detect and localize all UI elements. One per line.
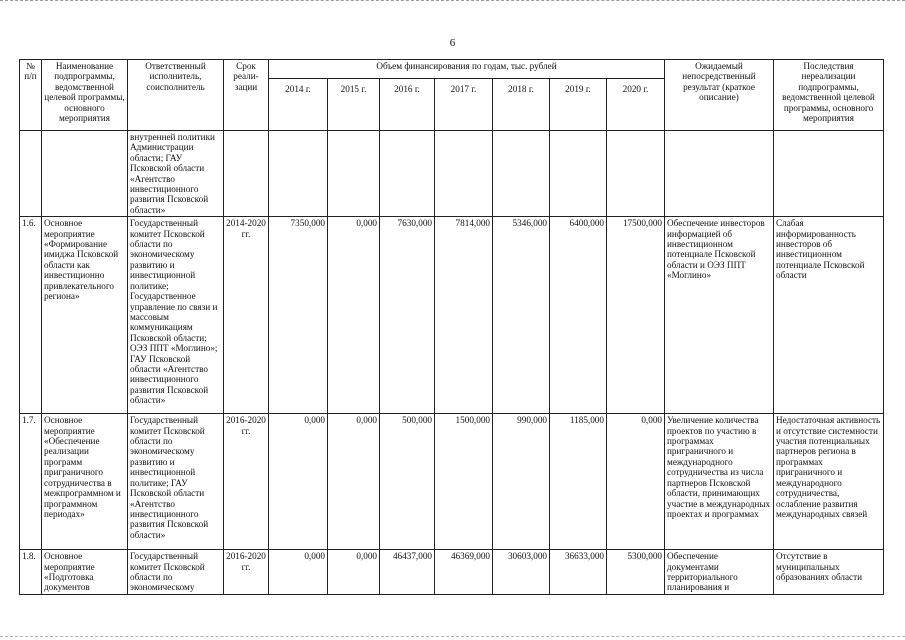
row-value: 6400,000 bbox=[550, 217, 607, 414]
row-value: 1185,000 bbox=[550, 414, 607, 550]
col-header-result: Ожидаемый непосредственный результат (краткое описание) bbox=[665, 60, 774, 131]
table-row bbox=[20, 131, 884, 217]
row-num bbox=[20, 131, 42, 217]
row-name: Основное мероприятие «Подготовка документов bbox=[42, 550, 128, 595]
row-value: 0,000 bbox=[269, 550, 328, 595]
row-value bbox=[380, 131, 435, 217]
row-value bbox=[328, 131, 380, 217]
row-value: 0,000 bbox=[269, 414, 328, 550]
row-value: 46437,000 bbox=[380, 550, 435, 595]
col-header-term: Срок реали-зации bbox=[224, 60, 269, 131]
table-row bbox=[20, 550, 884, 595]
col-header-consequences: Последствия нереализации подпрограммы, ведомственной целевой программы, основного мероприятия bbox=[774, 60, 884, 131]
row-value: 5346,000 bbox=[493, 217, 550, 414]
row-term: 2016-2020 гг. bbox=[224, 550, 269, 595]
row-result: Обеспечение документами территориального планирования и bbox=[665, 550, 774, 595]
row-result: Увеличение количества проектов по участию в программах приграничного и международного сотрудничества из числа партнеров Псковской области, принимающих участие в международных проектах и программах bbox=[665, 414, 774, 550]
row-value: 30603,000 bbox=[493, 550, 550, 595]
program-table bbox=[19, 59, 884, 595]
row-value: 0,000 bbox=[328, 217, 380, 414]
col-header-year: 2020 г. bbox=[607, 79, 665, 131]
row-value: 7814,000 bbox=[435, 217, 493, 414]
row-term: 2014-2020 гг. bbox=[224, 217, 269, 414]
row-consequences: Отсутствие в муниципальных образованиях области bbox=[774, 550, 884, 595]
table-row bbox=[20, 414, 884, 550]
row-value bbox=[607, 131, 665, 217]
col-header-year: 2018 г. bbox=[493, 79, 550, 131]
col-header-funding: Объем финансирования по годам, тыс. рублей bbox=[269, 60, 665, 79]
col-header-num: № п/п bbox=[20, 60, 42, 131]
row-value bbox=[550, 131, 607, 217]
row-term: 2016-2020 гг. bbox=[224, 414, 269, 550]
header-row-1 bbox=[20, 60, 884, 79]
col-header-name: Наименование подпрограммы, ведомственной целевой программы, основного мероприятия bbox=[42, 60, 128, 131]
row-num: 1.6. bbox=[20, 217, 42, 414]
row-value: 1500,000 bbox=[435, 414, 493, 550]
scan-edge-bottom bbox=[0, 636, 905, 639]
row-executor: Государственный комитет Псковской области по экономическому развитию и инвестиционной политике; Государственное управление по связи и массовым коммуникациям Псковской области; ОЭЗ ППТ «Моглино»; ГАУ Псковской области «Агентство инвестиционного развития Псковской области» bbox=[128, 217, 224, 414]
row-name: Основное мероприятие «Обеспечение реализации программ приграничного сотрудничества в межпрограммном и программном периодах» bbox=[42, 414, 128, 550]
table-row bbox=[20, 217, 884, 414]
row-executor: Государственный комитет Псковской области по экономическому развитию и инвестиционной политике; ГАУ Псковской области «Агентство инвестиционного развития Псковской области» bbox=[128, 414, 224, 550]
row-value: 0,000 bbox=[328, 550, 380, 595]
row-name bbox=[42, 131, 128, 217]
row-term bbox=[224, 131, 269, 217]
row-value: 0,000 bbox=[328, 414, 380, 550]
col-header-year: 2017 г. bbox=[435, 79, 493, 131]
row-value bbox=[269, 131, 328, 217]
row-num: 1.7. bbox=[20, 414, 42, 550]
row-value bbox=[435, 131, 493, 217]
scan-edge-top bbox=[0, 0, 905, 4]
col-header-year: 2014 г. bbox=[269, 79, 328, 131]
col-header-executor: Ответственный исполнитель, соисполнитель bbox=[128, 60, 224, 131]
col-header-year: 2019 г. bbox=[550, 79, 607, 131]
row-executor: Государственный комитет Псковской области по экономическому bbox=[128, 550, 224, 595]
page-number: 6 bbox=[449, 37, 456, 49]
row-consequences: Недостаточная активность и отсутствие системности участия потенциальных партнеров региона в программах приграничного и международного сотрудничества, ослабление развития международных связей bbox=[774, 414, 884, 550]
row-consequences: Слабая информированность инвесторов об инвестиционном потенциале Псковской области bbox=[774, 217, 884, 414]
row-value: 990,000 bbox=[493, 414, 550, 550]
row-value bbox=[493, 131, 550, 217]
col-header-year: 2016 г. bbox=[380, 79, 435, 131]
row-value: 5300,000 bbox=[607, 550, 665, 595]
row-consequences bbox=[774, 131, 884, 217]
row-result: Обеспечение инвесторов информацией об инвестиционном потенциале Псковской области и ОЭЗ ППТ «Моглино» bbox=[665, 217, 774, 414]
row-value: 7350,000 bbox=[269, 217, 328, 414]
col-header-year: 2015 г. bbox=[328, 79, 380, 131]
row-executor: внутренней политики Администрации области; ГАУ Псковской области «Агентство инвестиционного развития Псковской области» bbox=[128, 131, 224, 217]
row-num: 1.8. bbox=[20, 550, 42, 595]
row-value: 0,000 bbox=[607, 414, 665, 550]
row-value: 7630,000 bbox=[380, 217, 435, 414]
row-name: Основное мероприятие «Формирование имиджа Псковской области как инвестиционно привлекательного региона» bbox=[42, 217, 128, 414]
row-value: 500,000 bbox=[380, 414, 435, 550]
row-value: 17500,000 bbox=[607, 217, 665, 414]
row-value: 36633,000 bbox=[550, 550, 607, 595]
row-result bbox=[665, 131, 774, 217]
row-value: 46369,000 bbox=[435, 550, 493, 595]
